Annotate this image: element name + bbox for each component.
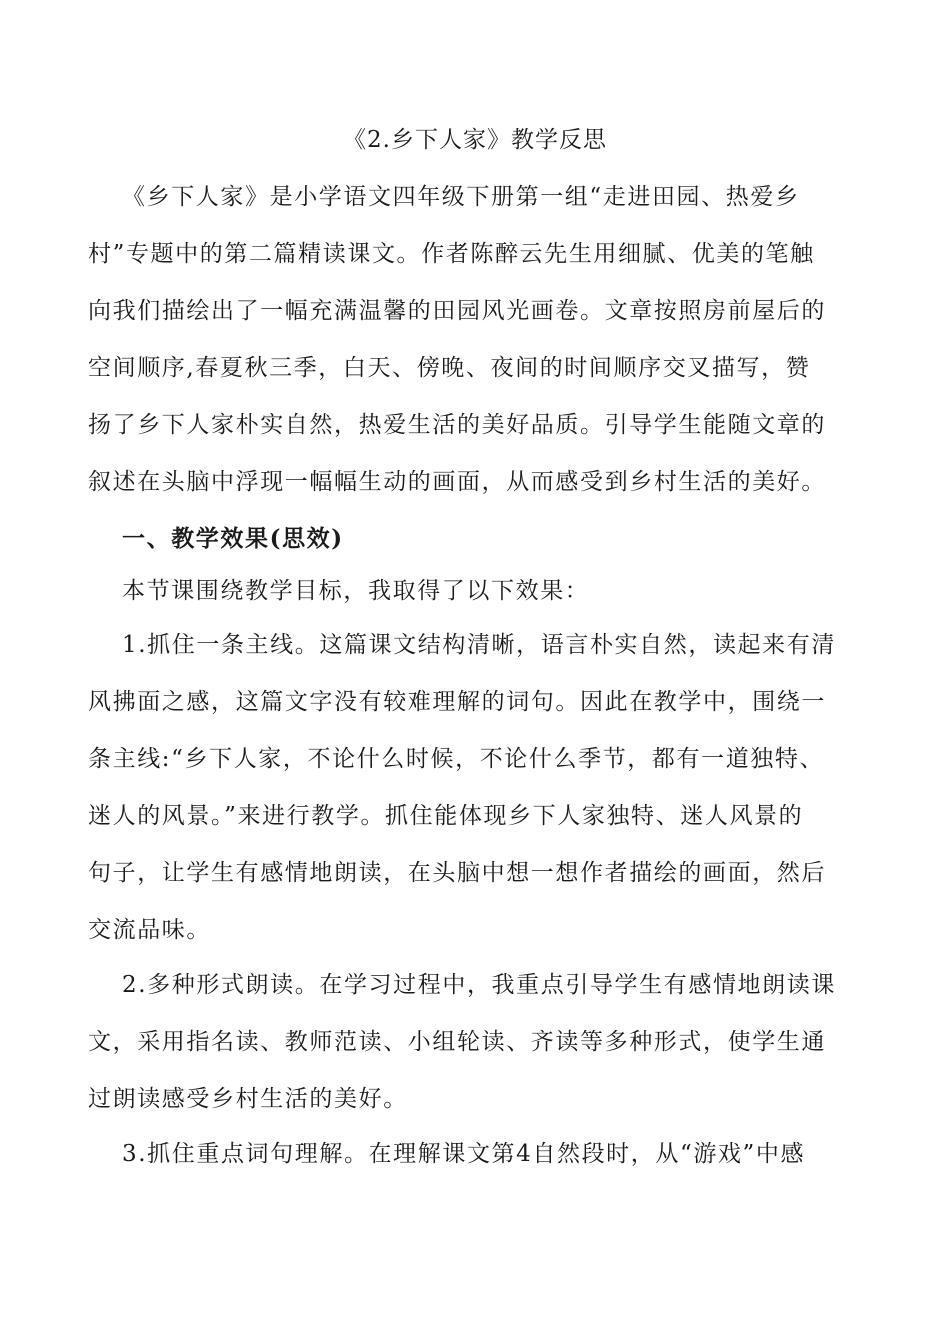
point2-line: 2.多种形式朗读。在学习过程中，我重点引导学生有感情地朗读课 bbox=[122, 972, 836, 998]
point1-line: 风拂面之感，这篇文字没有较难理解的词句。因此在教学中，围绕一 bbox=[88, 689, 826, 715]
point1-line: 迷人的风景。”来进行教学。抓住能体现乡下人家独特、迷人风景的 bbox=[88, 803, 804, 829]
point1-line: 1.抓住一条主线。这篇课文结构清晰，语言朴实自然，读起来有清 bbox=[122, 632, 836, 658]
intro-line: 向我们描绘出了一幅充满温馨的田园风光画卷。文章按照房前屋后的 bbox=[88, 298, 826, 324]
point1-line: 句子，让学生有感情地朗读，在头脑中想一想作者描绘的画面，然后 bbox=[88, 860, 826, 886]
point1-line: 条主线:“乡下人家，不论什么时候，不论什么季节，都有一道独特、 bbox=[88, 746, 825, 772]
document-title: 《2.乡下人家》教学反思 bbox=[343, 127, 607, 153]
section-intro: 本节课围绕教学目标，我取得了以下效果： bbox=[122, 578, 590, 604]
point1-line: 交流品味。 bbox=[88, 917, 211, 943]
intro-line: 扬了乡下人家朴实自然，热爱生活的美好品质。引导学生能随文章的 bbox=[88, 412, 826, 438]
point2-line: 文，采用指名读、教师范读、小组轮读、齐读等多种形式，使学生通 bbox=[88, 1029, 826, 1055]
intro-line: 叙述在头脑中浮现一幅幅生动的画面，从而感受到乡村生活的美好。 bbox=[88, 469, 826, 495]
point2-line: 过朗读感受乡村生活的美好。 bbox=[88, 1086, 408, 1112]
point3-line: 3.抓住重点词句理解。在理解课文第4自然段时，从“游戏”中感 bbox=[122, 1141, 806, 1167]
intro-line: 《乡下人家》是小学语文四年级下册第一组“走进田园、热爱乡 bbox=[122, 184, 800, 210]
section-heading: 一、教学效果(思效) bbox=[122, 525, 344, 552]
intro-line: 村”专题中的第二篇精读课文。作者陈醉云先生用细腻、优美的笔触 bbox=[88, 241, 815, 267]
intro-line: 空间顺序,春夏秋三季，白天、傍晚、夜间的时间顺序交叉描写，赞 bbox=[88, 355, 811, 381]
